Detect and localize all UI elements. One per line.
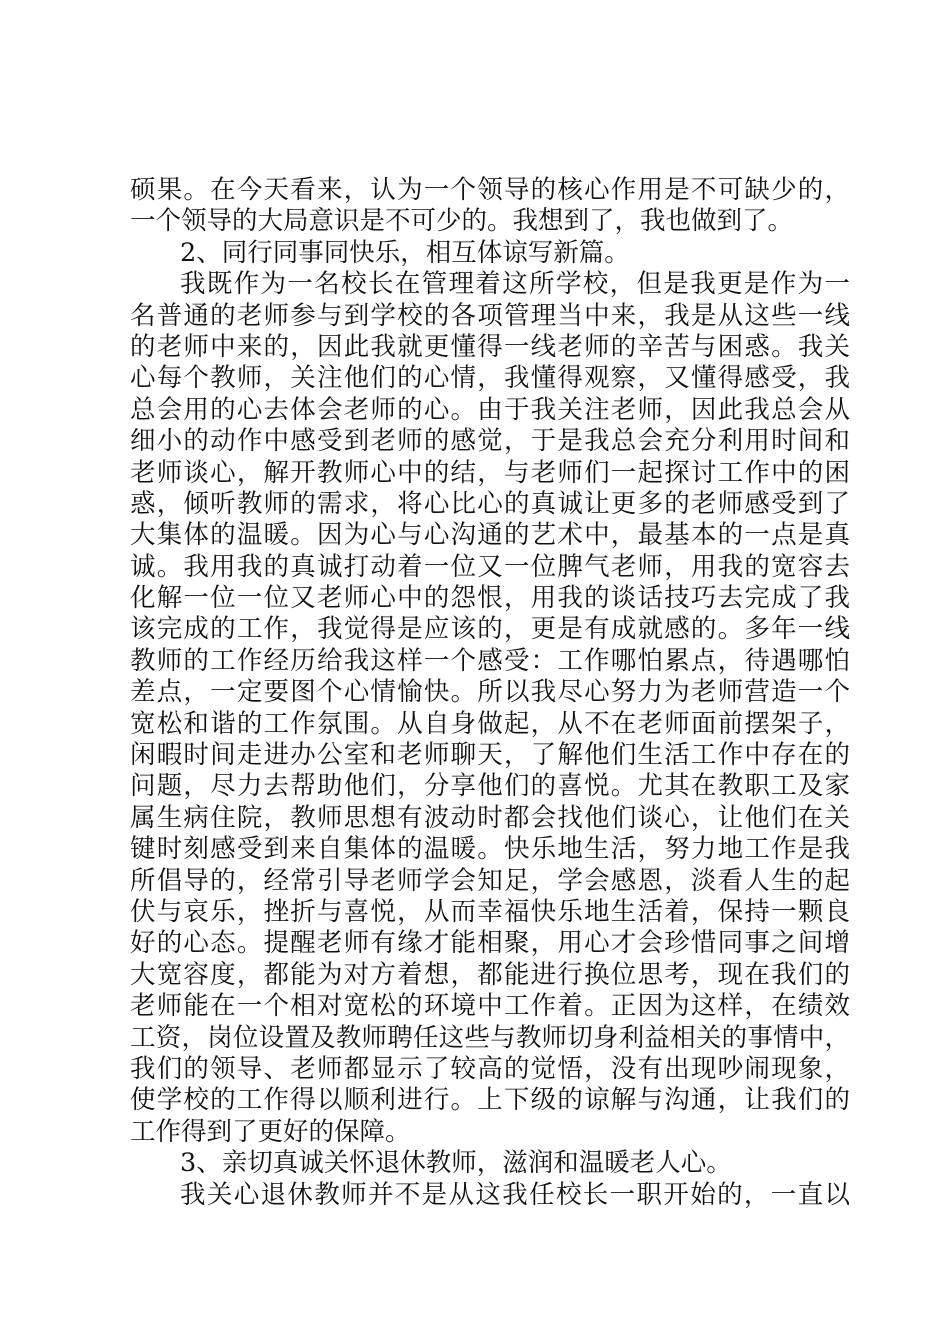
- text-line: 硕果。在今天看来，认为一个领导的核心作用是不可缺少的，: [130, 175, 850, 205]
- text-line: 我们的领导、老师都显示了较高的觉悟，没有出现吵闹现象，: [130, 1053, 850, 1084]
- text-line: 使学校的工作得以顺利进行。上下级的谅解与沟通，让我们的: [130, 1085, 850, 1116]
- text-line: 3、亲切真诚关怀退休教师，滋润和温暖老人心。: [180, 1148, 732, 1179]
- text-line: 属生病住院，教师思想有波动时都会找他们谈心，让他们在关: [130, 802, 850, 833]
- text-line: 一个领导的大局意识是不可少的。我想到了，我也做到了。: [130, 206, 794, 237]
- text-line: 惑，倾听教师的需求，将心比心的真诚让更多的老师感受到了: [130, 488, 850, 519]
- text-line: 我既作为一名校长在管理着这所学校，但是我更是作为一: [180, 269, 850, 300]
- text-line: 工作得到了更好的保障。: [130, 1116, 411, 1147]
- text-line: 老师能在一个相对宽松的环境中工作着。正因为这样，在绩效: [130, 991, 850, 1022]
- text-line: 2、同行同事同快乐，相互体谅写新篇。: [180, 237, 630, 268]
- text-line: 细小的动作中感受到老师的感觉，于是我总会充分利用时间和: [130, 426, 850, 457]
- text-line: 工资，岗位设置及教师聘任这些与教师切身利益相关的事情中，: [130, 1022, 850, 1053]
- text-line: 总会用的心去体会老师的心。由于我关注老师，因此我总会从: [130, 394, 850, 425]
- text-line: 键时刻感受到来自集体的温暖。快乐地生活，努力地工作是我: [130, 834, 850, 865]
- text-line: 化解一位一位又老师心中的怨恨，用我的谈话技巧去完成了我: [130, 583, 850, 614]
- text-line: 教师的工作经历给我这样一个感受：工作哪怕累点，待遇哪怕: [130, 645, 850, 676]
- text-line: 诚。我用我的真诚打动着一位又一位脾气老师，用我的宽容去: [130, 551, 850, 582]
- text-line: 老师谈心，解开教师心中的结，与老师们一起探讨工作中的困: [130, 457, 850, 488]
- text-line: 差点，一定要图个心情愉快。所以我尽心努力为老师营造一个: [130, 677, 850, 708]
- text-line: 大集体的温暖。因为心与心沟通的艺术中，最基本的一点是真: [130, 520, 850, 551]
- text-line: 所倡导的，经常引导老师学会知足，学会感恩，淡看人生的起: [130, 865, 850, 896]
- text-line: 名普通的老师参与到学校的各项管理当中来，我是从这些一线: [130, 300, 850, 331]
- text-line: 问题，尽力去帮助他们，分享他们的喜悦。尤其在教职工及家: [130, 771, 850, 802]
- body-text: [130, 175, 850, 1211]
- text-line: 伏与哀乐，挫折与喜悦，从而幸福快乐地生活着，保持一颗良: [130, 896, 850, 927]
- text-line: 我关心退休教师并不是从这我任校长一职开始的，一直以: [180, 1179, 850, 1210]
- text-line: 宽松和谐的工作氛围。从自身做起，从不在老师面前摆架子，: [130, 708, 850, 739]
- text-line: 的老师中来的，因此我就更懂得一线老师的辛苦与困惑。我关: [130, 331, 850, 362]
- text-line: 大宽容度，都能为对方着想，都能进行换位思考，现在我们的: [130, 959, 850, 990]
- text-line: 该完成的工作，我觉得是应该的，更是有成就感的。多年一线: [130, 614, 850, 645]
- text-line: 闲暇时间走进办公室和老师聊天，了解他们生活工作中存在的: [130, 740, 850, 771]
- text-line: 好的心态。提醒老师有缘才能相聚，用心才会珍惜同事之间增: [130, 928, 850, 959]
- text-line: 心每个教师，关注他们的心情，我懂得观察，又懂得感受，我: [130, 363, 850, 394]
